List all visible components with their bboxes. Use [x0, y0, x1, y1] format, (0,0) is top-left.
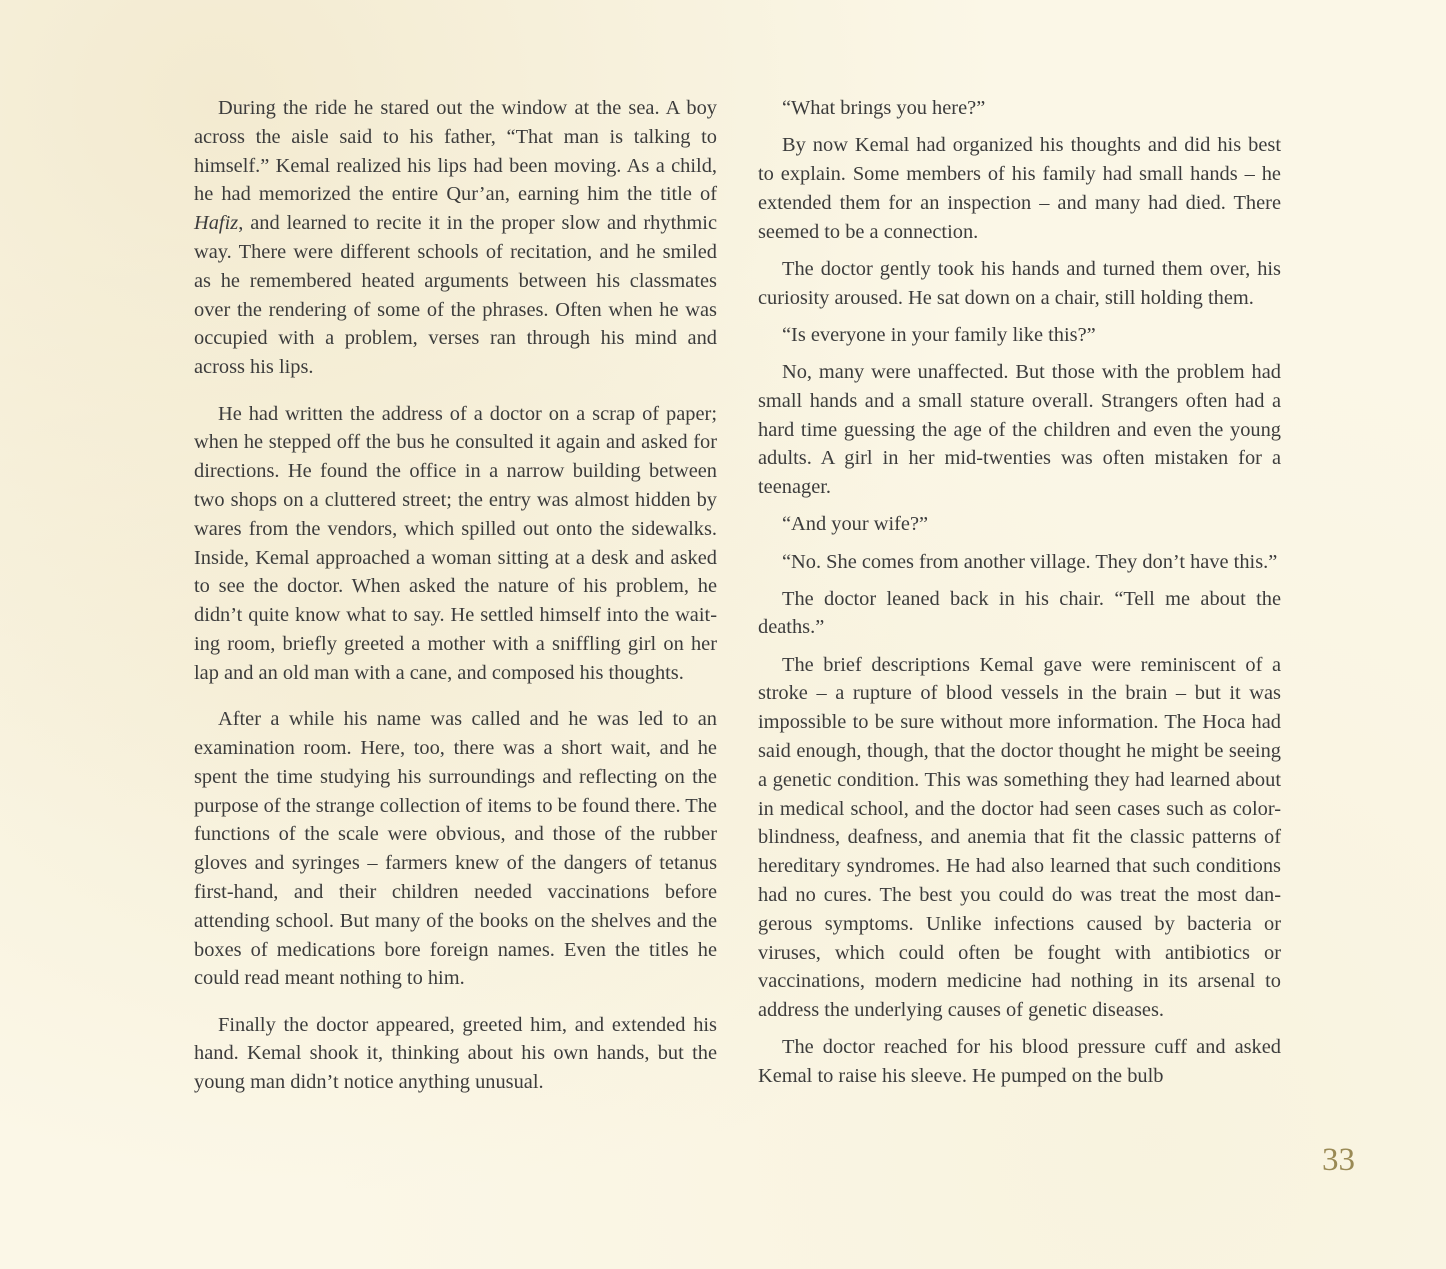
paragraph: “Is everyone in your family like this?”	[782, 323, 1096, 346]
paragraph	[194, 94, 717, 382]
paragraph: The doctor gently took his hands and turned them over, his curiosity aroused. He sat down on a chair, still holding them.	[758, 257, 1281, 309]
paragraph-text: During the ride he stared out the window at the sea. A boy across the aisle said to his father, “That man is talking to himself.” Kemal realized his lips had been moving. As a child, he had memorized the entire Qur’an, earning him the title of	[194, 97, 717, 206]
paragraph: After a while his name was called and he was led to an examination room. Here, too, there was a short wait, and he spent the time studying his surroundings and reflecting on the purpose of the strange collection of items to be found there. The functions of the scale were obvious, and those of the rubber gloves and syringes – farmers knew of the dangers of tetanus first-hand, and their children needed vaccinations before attending school. But many of the books on the shelves and the boxes of medications bore foreign names. Even the titles he could read meant nothing to him.	[194, 708, 717, 990]
paragraph: He had written the address of a doctor on a scrap of paper; when he stepped off the bus he consulted it again and asked for directions. He found the office in a narrow building between two shops on a cluttered street; the entry was almost hidden by wares from the vendors, which spilled out onto the sidewalks. Inside, Kemal approached a woman sitting at a desk and asked to see the doctor. When asked the nature of his problem, he didn’t quite know what to say. He settled himself into the waiting room, briefly greeted a mother with a sniffling girl on her lap and an old man with a cane, and composed his thoughts.	[194, 402, 717, 684]
paragraph: “No. She comes from another village. They don’t have this.”	[782, 550, 1278, 573]
paragraph: “And your wife?”	[782, 513, 929, 536]
right-text-column	[758, 94, 1281, 1091]
paragraph: By now Kemal had organized his thoughts and did his best to explain. Some members of his family had small hands – he extended them for an inspection – and many had died. There seemed to be a connection.	[758, 134, 1281, 243]
paragraph-text-continued: , and learned to recite it in the proper slow and rhythmic way. There were different schools of recitation, and he smiled as he remembered heated arguments between his classmates over the rendering of some of the phrases. Often when he was occupied with a problem, verses ran through his mind and across his lips.	[194, 212, 717, 379]
paragraph: The doctor reached for his blood pressure cuff and asked Kemal to raise his sleeve. He pumped on the bulb	[758, 1036, 1281, 1088]
paragraph: No, many were unaffected. But those with the problem had small hands and a small stature overall. Strangers often had a hard time guessing the age of the children and even the young adults. A girl in her mid-twenties was often mistaken for a teenager.	[758, 360, 1281, 499]
paragraph: “What brings you here?”	[782, 97, 986, 119]
emphasized-term: Hafiz	[194, 212, 239, 235]
paragraph: The doctor leaned back in his chair. “Tell me about the deaths.”	[758, 587, 1281, 639]
paragraph: Finally the doctor appeared, greeted him, and extended his hand. Kemal shook it, thinking about his own hands, but the young man didn’t notice anything unusual.	[194, 1013, 717, 1094]
paragraph: The brief descriptions Kemal gave were reminiscent of a stroke – a rupture of blood vessels in the brain – but it was impossible to be sure without more information. The Hoca had said enough, though, that the doctor thought he might be seeing a genetic condition. This was something they had learned about in medical school, and the doctor had seen cases such as color-blindness, deafness, and anemia that fit the classic patterns of hereditary syndromes. He had also learned that such conditions had no cures. The best you could do was treat the most dangerous symptoms. Unlike infections caused by bacteria or viruses, which could often be fought with antibiotics or vaccinations, modern medicine had nothing in its arsenal to address the underlying causes of genetic diseases.	[758, 653, 1281, 1022]
left-text-column	[194, 94, 717, 1097]
page-number: 33	[1322, 1142, 1355, 1178]
